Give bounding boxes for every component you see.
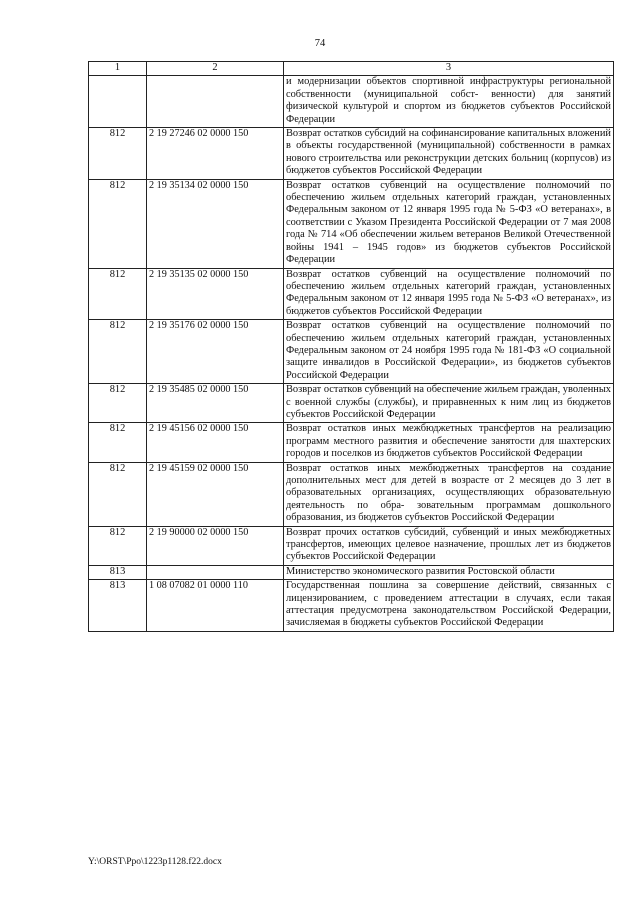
admin-code-cell: 812 [89, 320, 147, 384]
budget-code-cell: 1 08 07082 01 0000 110 [147, 580, 284, 632]
header-col-1: 1 [89, 62, 147, 76]
budget-code-cell: 2 19 35176 02 0000 150 [147, 320, 284, 384]
header-col-3: 3 [284, 62, 614, 76]
description-cell: Возврат остатков субвенций на осуществление полномочий по обеспечению жильем отдельных категорий граждан, установленных Федеральным законом от 12 января 1995 года № 5-ФЗ «О ветеранах», в соответствии с Указом Президента Российской Федерации от 7 мая 2008 года № 714 «Об обеспечении жильем ветеранов Великой Отечественной войны 1941 – 1945 годов» из бюджетов субъектов Российской Федерации [284, 179, 614, 268]
admin-code-cell: 812 [89, 462, 147, 526]
description-cell: Возврат остатков иных межбюджетных трансфертов на реализацию программ местного развития и обеспечение занятости для шахтерских городов и поселков из бюджетов субъектов Российской Федерации [284, 423, 614, 462]
admin-code-cell: 812 [89, 179, 147, 268]
description-cell: Возврат прочих остатков субсидий, субвенций и иных межбюджетных трансфертов, имеющих целевое назначение, прошлых лет из бюджетов субъектов Российской Федерации [284, 526, 614, 565]
table-row [89, 320, 614, 384]
budget-code-cell: 2 19 90000 02 0000 150 [147, 526, 284, 565]
header-col-2: 2 [147, 62, 284, 76]
description-cell: и модернизации объектов спортивной инфраструктуры региональной собственности (муниципальной собст- венности) для занятий физической культурой и спортом из бюджетов субъектов Российской Федерации [284, 76, 614, 128]
description-cell: Возврат остатков субвенций на осуществление полномочий по обеспечению жильем отдельных категорий граждан, установленных Федеральным законом от 12 января 1995 года № 5-ФЗ «О ветеранах», из бюджетов субъектов Российской Федерации [284, 268, 614, 320]
budget-code-cell [147, 565, 284, 579]
table-row [89, 268, 614, 320]
budget-code-cell: 2 19 27246 02 0000 150 [147, 128, 284, 180]
budget-code-cell: 2 19 35134 02 0000 150 [147, 179, 284, 268]
table-row [89, 423, 614, 462]
description-cell: Возврат остатков субсидий на софинансирование капитальных вложений в объекты государственной (муниципальной) собственности в рамках нового строительства или реконструкции детских больниц (корпусов) из бюджетов субъектов Российской Федерации [284, 128, 614, 180]
table-row [89, 526, 614, 565]
budget-classification-table [88, 61, 614, 632]
admin-code-cell: 812 [89, 423, 147, 462]
budget-code-cell: 2 19 45156 02 0000 150 [147, 423, 284, 462]
admin-code-cell: 812 [89, 526, 147, 565]
budget-code-cell [147, 76, 284, 128]
page-number: 74 [314, 38, 326, 49]
admin-code-cell: 812 [89, 384, 147, 423]
budget-code-cell: 2 19 35135 02 0000 150 [147, 268, 284, 320]
table-row [89, 179, 614, 268]
budget-code-cell: 2 19 35485 02 0000 150 [147, 384, 284, 423]
description-cell: Министерство экономического развития Ростовской области [284, 565, 614, 579]
table-row [89, 462, 614, 526]
table-row [89, 384, 614, 423]
description-cell: Возврат остатков иных межбюджетных трансфертов на создание дополнительных мест для детей в возрасте от 2 месяцев до 3 лет в образовательных организациях, осуществляющих образовательную деятельность по обра- зовательным программам дошкольного образования, из бюджетов субъектов Российской Федерации [284, 462, 614, 526]
admin-code-cell: 812 [89, 128, 147, 180]
admin-code-cell: 813 [89, 580, 147, 632]
table-row [89, 76, 614, 128]
header-row [89, 62, 614, 76]
description-cell: Возврат остатков субвенций на обеспечение жильем граждан, уволенных с военной службы (службы), и приравненных к ним лиц из бюджетов субъектов Российской Федерации [284, 384, 614, 423]
table-row [89, 128, 614, 180]
description-cell: Возврат остатков субвенций на осуществление полномочий по обеспечению жильем отдельных категорий граждан, установленных Федеральным законом от 24 ноября 1995 года № 181-ФЗ «О социальной защите инвалидов в Российской Федерации», из бюджетов субъектов Российской Федерации [284, 320, 614, 384]
description-cell: Государственная пошлина за совершение действий, связанных с лицензированием, с проведением аттестации в случаях, если такая аттестация предусмотрена законодательством Российской Федерации, зачисляемая в бюджеты субъектов Российской Федерации [284, 580, 614, 632]
budget-code-cell: 2 19 45159 02 0000 150 [147, 462, 284, 526]
footer-file-path: Y:\ORST\Ppo\1223p1128.f22.docx [88, 857, 222, 867]
table-body [89, 76, 614, 631]
table-header [89, 62, 614, 76]
table-row [89, 565, 614, 579]
table-row [89, 580, 614, 632]
admin-code-cell [89, 76, 147, 128]
admin-code-cell: 812 [89, 268, 147, 320]
admin-code-cell: 813 [89, 565, 147, 579]
